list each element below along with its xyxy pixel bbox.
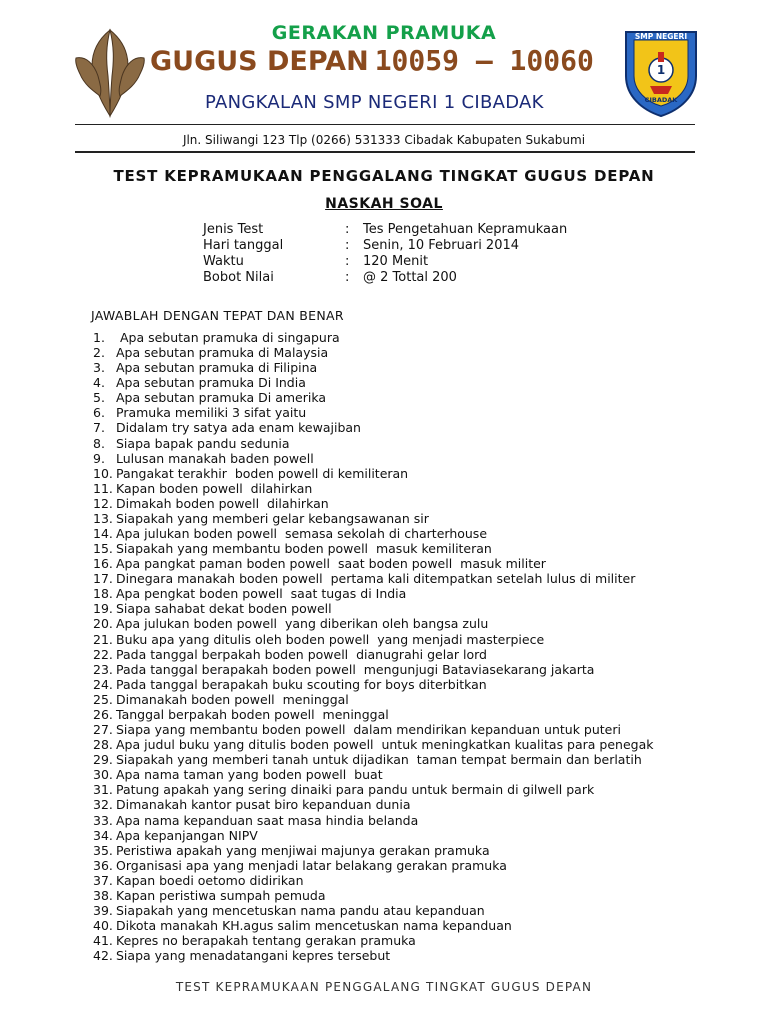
question-number: 5.	[93, 390, 105, 406]
document-title: TEST KEPRAMUKAAN PENGGALANG TINGKAT GUGUS DEPAN	[113, 167, 655, 185]
question-number: 35.	[93, 842, 113, 858]
question-text: Dikota manakah KH.agus salim mencetuskan nama kepanduan	[116, 918, 512, 934]
pangkalan-name: PANGKALAN SMP NEGERI 1 CIBADAK	[205, 92, 544, 113]
question-number: 11.	[93, 480, 113, 496]
question-number: 27.	[93, 722, 113, 738]
question-item	[93, 330, 654, 345]
question-text: Siapakah yang memberi gelar kebangsawanan sir	[116, 510, 429, 526]
question-text: Apa sebutan pramuka Di India	[116, 375, 306, 391]
question-text: Apa pangkat paman boden powell saat boden powell masuk militer	[116, 556, 546, 572]
info-row-waktu	[203, 254, 567, 270]
question-number: 12.	[93, 495, 113, 511]
question-text: Siapa yang menadatangani kepres tersebut	[116, 948, 391, 964]
gugus-number: 10059 – 10060	[374, 44, 594, 77]
question-item	[93, 797, 654, 812]
info-value: 120 Menit	[363, 254, 429, 269]
page-footer: TEST KEPRAMUKAAN PENGGALANG TINGKAT GUGUS DEPAN	[175, 980, 593, 994]
question-text: Apa sebutan pramuka di Malaysia	[116, 345, 329, 361]
question-item	[93, 647, 654, 662]
question-text: Siapa yang membantu boden powell dalam mendirikan kepanduan untuk puteri	[116, 722, 621, 738]
question-text: Siapakah yang memberi tanah untuk dijadikan taman tempat bermain dan berlatih	[116, 752, 642, 768]
question-item	[93, 451, 654, 466]
instruction-text: JAWABLAH DENGAN TEPAT DAN BENAR	[91, 308, 344, 323]
question-text: Apa sebutan pramuka di Filipina	[116, 360, 318, 376]
question-number: 24.	[93, 676, 113, 692]
question-item	[93, 616, 654, 631]
question-number: 22.	[93, 646, 113, 662]
question-text: Peristiwa apakah yang menjiwai majunya gerakan pramuka	[116, 842, 490, 858]
school-address: Jln. Siliwangi 123 Tlp (0266) 531333 Cibadak Kabupaten Sukabumi	[182, 133, 586, 147]
question-number: 3.	[93, 360, 105, 376]
info-value: Tes Pengetahuan Kepramukaan	[363, 222, 568, 237]
question-text: Apa julukan boden powell semasa sekolah di charterhouse	[116, 526, 488, 542]
question-item	[93, 767, 654, 782]
question-item	[93, 541, 654, 556]
question-text: Pramuka memiliki 3 sifat yaitu	[116, 405, 307, 421]
question-number: 23.	[93, 661, 113, 677]
question-text: Siapa bapak pandu sedunia	[116, 435, 290, 451]
question-text: Siapa sahabat dekat boden powell	[116, 601, 332, 617]
header-divider-bottom	[75, 151, 695, 153]
question-text: Buku apa yang ditulis oleh boden powell yang menjadi masterpiece	[116, 631, 545, 647]
question-item	[93, 586, 654, 601]
question-number: 8.	[93, 435, 105, 451]
question-text: Dinegara manakah boden powell pertama kali ditempatkan setelah lulus di militer	[116, 571, 636, 587]
question-text: Siapakah yang mencetuskan nama pandu atau kepanduan	[116, 902, 485, 918]
question-number: 38.	[93, 887, 113, 903]
question-number: 33.	[93, 812, 113, 828]
question-number: 20.	[93, 616, 113, 632]
question-text: Patung apakah yang sering dinaiki para pandu untuk bermain di gilwell park	[116, 782, 595, 798]
question-item	[93, 360, 654, 375]
question-text: Apa sebutan pramuka Di amerika	[116, 390, 327, 406]
question-item	[93, 496, 654, 511]
question-item	[93, 692, 654, 707]
question-text: Kepres no berapakah tentang gerakan pramuka	[116, 933, 416, 949]
question-item	[93, 903, 654, 918]
question-number: 25.	[93, 691, 113, 707]
question-number: 4.	[93, 375, 105, 391]
question-text: Dimanakah kantor pusat biro kepanduan dunia	[116, 797, 411, 813]
question-item	[93, 436, 654, 451]
question-item	[93, 420, 654, 435]
question-item	[93, 662, 654, 677]
question-text: Pada tanggal berapakah boden powell mengunjugi Bataviasekarang jakarta	[116, 661, 595, 677]
question-item	[93, 375, 654, 390]
question-number: 21.	[93, 631, 113, 647]
question-number: 15.	[93, 541, 113, 557]
info-colon: :	[345, 270, 350, 285]
info-row-jenis-test	[203, 222, 567, 238]
question-number: 9.	[93, 450, 105, 466]
info-row-bobot-nilai	[203, 270, 567, 286]
info-label: Bobot Nilai	[203, 270, 274, 285]
question-text: Apa judul buku yang ditulis boden powell untuk meningkatkan kualitas para penegak	[116, 737, 654, 753]
question-text: Apa nama taman yang boden powell buat	[116, 767, 383, 783]
question-number: 26.	[93, 706, 113, 722]
question-number: 16.	[93, 556, 113, 572]
shield-number-text: 1	[656, 63, 666, 77]
question-item	[93, 918, 654, 933]
question-item	[93, 948, 654, 963]
question-item	[93, 481, 654, 496]
question-text: Dimakah boden powell dilahirkan	[116, 495, 329, 511]
info-label: Hari tanggal	[203, 238, 284, 253]
question-item	[93, 933, 654, 948]
question-item	[93, 526, 654, 541]
question-text: Pangakat terakhir boden powell di kemiliteran	[116, 465, 409, 481]
question-number: 41.	[93, 933, 113, 949]
info-value: Senin, 10 Februari 2014	[363, 238, 520, 253]
question-text: Lulusan manakah baden powell	[116, 450, 314, 466]
question-item	[93, 511, 654, 526]
gugus-depan-title	[150, 44, 594, 77]
question-item	[93, 556, 654, 571]
question-number: 40.	[93, 918, 113, 934]
question-text: Kapan boden powell dilahirkan	[116, 480, 313, 496]
question-list	[93, 330, 654, 963]
question-number: 42.	[93, 948, 113, 964]
question-text: Apa pengkat boden powell saat tugas di India	[116, 586, 407, 602]
question-number: 28.	[93, 737, 113, 753]
question-text: Dimanakah boden powell meninggal	[116, 691, 349, 707]
question-number: 19.	[93, 601, 113, 617]
question-item	[93, 828, 654, 843]
question-number: 31.	[93, 782, 113, 798]
question-text: Apa nama kepanduan saat masa hindia belanda	[116, 812, 419, 828]
question-number: 13.	[93, 510, 113, 526]
info-colon: :	[345, 238, 350, 253]
question-item	[93, 813, 654, 828]
header-divider-top	[75, 124, 695, 125]
question-text: Apa kepanjangan NIPV	[116, 827, 258, 843]
question-item	[93, 843, 654, 858]
question-number: 32.	[93, 797, 113, 813]
question-text: Pada tanggal berpakah boden powell dianugrahi gelar lord	[116, 646, 487, 662]
question-text: Apa julukan boden powell yang diberikan oleh bangsa zulu	[116, 616, 489, 632]
gugus-label: GUGUS DEPAN	[150, 46, 369, 77]
question-item	[93, 737, 654, 752]
question-number: 36.	[93, 857, 113, 873]
question-number: 30.	[93, 767, 113, 783]
test-info-table	[203, 222, 567, 286]
question-item	[93, 873, 654, 888]
question-item	[93, 345, 654, 360]
question-item	[93, 858, 654, 873]
organization-name: GERAKAN PRAMUKA	[271, 22, 497, 44]
question-item	[93, 405, 654, 420]
question-number: 39.	[93, 902, 113, 918]
question-item	[93, 571, 654, 586]
question-item	[93, 466, 654, 481]
question-item	[93, 707, 654, 722]
question-number: 18.	[93, 586, 113, 602]
question-item	[93, 601, 654, 616]
question-number: 6.	[93, 405, 105, 421]
question-text: Siapakah yang membantu boden powell masuk kemiliteran	[116, 541, 492, 557]
question-text: Kapan peristiwa sumpah pemuda	[116, 887, 326, 903]
info-label: Jenis Test	[203, 222, 264, 237]
question-item	[93, 752, 654, 767]
document-subtitle: NASKAH SOAL	[325, 196, 443, 212]
question-item	[93, 888, 654, 903]
shield-bottom-text: CIBADAK	[644, 96, 678, 104]
question-number: 7.	[93, 420, 105, 436]
question-text: Tanggal berpakah boden powell meninggal	[116, 706, 389, 722]
question-text: Apa sebutan pramuka di singapura	[116, 330, 340, 345]
smp-negeri-shield-icon	[620, 26, 702, 118]
info-colon: :	[345, 222, 350, 237]
shield-top-text: SMP NEGERI	[634, 32, 688, 41]
question-text: Kapan boedi oetomo didirikan	[116, 872, 304, 888]
question-number: 29.	[93, 752, 113, 768]
question-number: 37.	[93, 872, 113, 888]
info-label: Waktu	[203, 254, 244, 269]
question-item	[93, 677, 654, 692]
question-item	[93, 632, 654, 647]
question-item	[93, 390, 654, 405]
question-number: 10.	[93, 465, 113, 481]
question-number: 2.	[93, 345, 105, 361]
question-text: Didalam try satya ada enam kewajiban	[116, 420, 361, 436]
info-row-hari-tanggal	[203, 238, 567, 254]
question-number: 14.	[93, 526, 113, 542]
question-text: Organisasi apa yang menjadi latar belakang gerakan pramuka	[116, 857, 507, 873]
question-item	[93, 722, 654, 737]
question-number: 17.	[93, 571, 113, 587]
question-number: 34.	[93, 827, 113, 843]
info-value: @ 2 Tottal 200	[363, 270, 457, 285]
question-number: 1.	[93, 330, 105, 345]
info-colon: :	[345, 254, 350, 269]
question-text: Pada tanggal berapakah buku scouting for boys diterbitkan	[116, 676, 487, 692]
question-item	[93, 782, 654, 797]
